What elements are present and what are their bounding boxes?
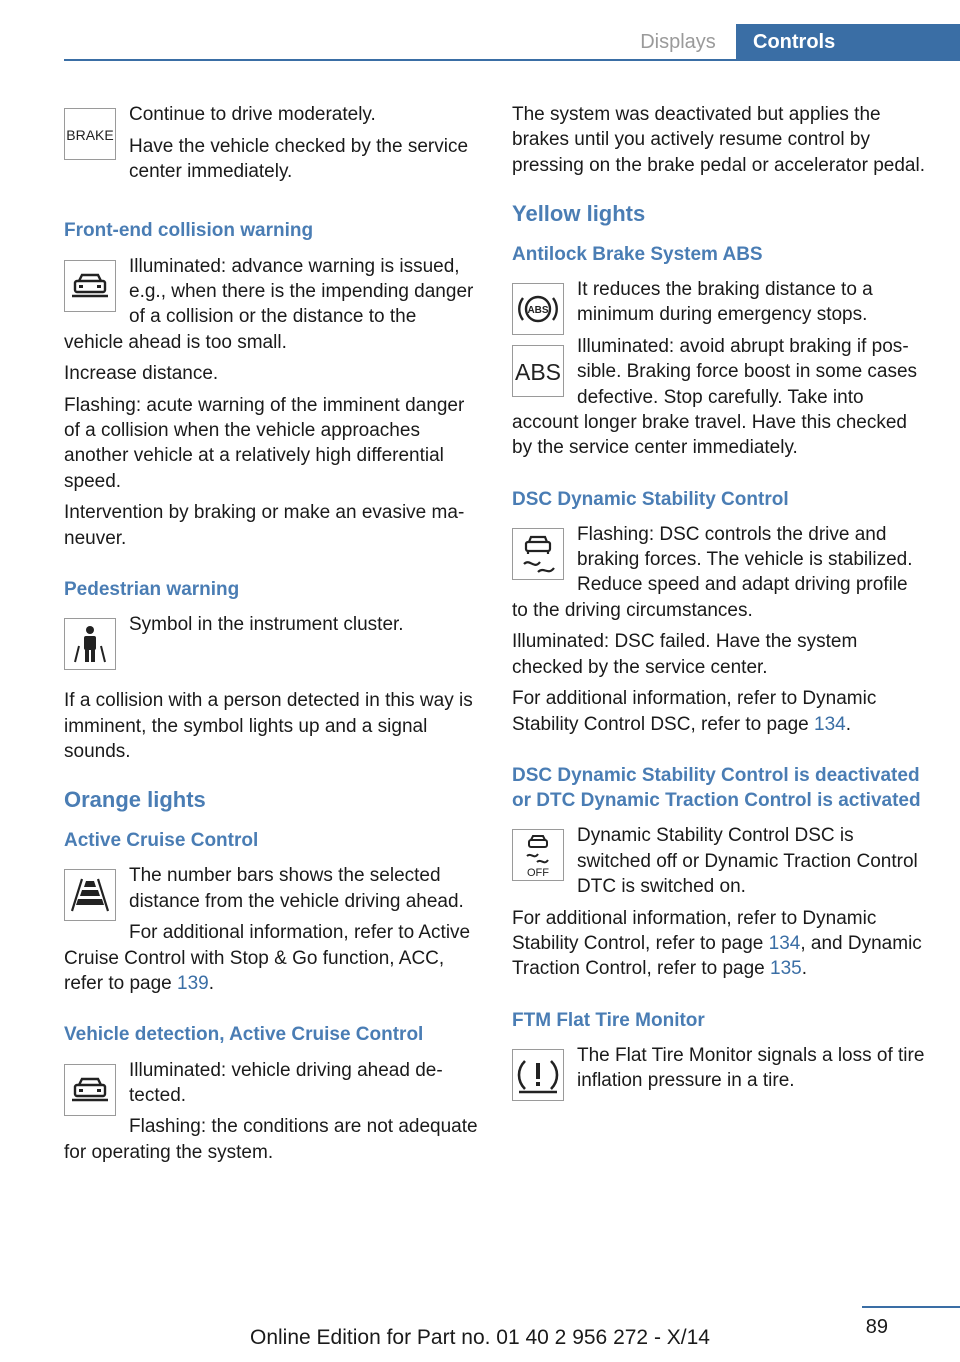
dsc-text-2: Illuminated: DSC failed. Have the system checked by the service center. [512,631,858,678]
vehicle-detection-section [64,1058,480,1165]
front-collision-text-1: Illuminated: advance warning is issued, e.g., when there is the impending danger of a collision or the distance to the vehicle ahead is too small. [64,255,474,353]
abs-circle-icon [512,283,564,335]
dsc-heading: DSC Dynamic Stability Control [512,488,789,510]
acc-text-2: For additional information, refer to Active Cruise Control with Stop & Go function, ACC, refer to page 139. [64,922,471,994]
dsc-off-icon [512,829,564,881]
brake-text-1: Continue to drive moderately. [129,104,376,125]
edition-footer: Online Edition for Part no. 01 40 2 956 272 - X/14 [250,1326,710,1349]
svg-text:ABS: ABS [514,359,562,386]
dsc-section [512,522,928,737]
dsc-off-text-1: Dynamic Stability Control DSC is switched off or Dynamic Traction Control DTC is switched on. [577,825,918,898]
pedestrian-text-2: If a collision with a person detected in this way is imminent, the symbol lights up and a signal sounds. [64,690,473,762]
abs-heading: Antilock Brake System ABS [512,243,763,265]
acc-text-1: The number bars shows the selected distance from the vehicle driving ahead. [129,865,464,912]
pedestrian-icon [64,618,116,670]
acc-heading: Active Cruise Control [64,830,259,852]
page-link-135[interactable]: 135 [770,958,802,980]
front-collision-heading: Front-end collision warning [64,220,314,242]
right-intro-text: The system was deactivated but applies the brakes until you actively resume control by pressing on the brake pedal or accelerator pedal. [512,104,925,176]
ftm-section [512,1043,928,1094]
front-collision-text-2: Increase distance. [64,363,219,385]
right-column [512,102,928,1105]
car-front-icon [64,1064,116,1116]
abs-icons [512,283,564,397]
ftm-heading: FTM Flat Tire Monitor [512,1009,705,1031]
abs-text-1: It reduces the braking distance to a minimum during emergency stops. [577,279,873,326]
pedestrian-section [64,612,480,764]
page-number: 89 [865,1316,888,1338]
pedestrian-heading: Pedestrian warning [64,578,240,600]
left-column [64,102,480,1171]
dsc-text-1: Flashing: DSC controls the drive and braking forces. The vehicle is stabilized. Reduce speed and adapt driving profile to the driving circumstances. [512,523,913,621]
brake-icon [64,108,116,160]
vehicle-detection-heading: Vehicle detection, Active Cruise Control [64,1024,424,1046]
footer-rule [862,1306,960,1308]
brake-section [64,102,480,190]
abs-text-icon [512,345,564,397]
front-collision-section [64,254,480,551]
page-link-139[interactable]: 139 [177,972,209,994]
vehicle-detection-text-1: Illuminated: vehicle driving ahead detected. [129,1059,443,1106]
dsc-off-section [512,823,928,981]
ftm-text-1: The Flat Tire Monitor signals a loss of tire inflation pressure in a tire. [577,1044,925,1092]
vehicle-detection-text-2: Flashing: the conditions are not adequate for operating the system. [64,1116,478,1163]
pedestrian-text-1: Symbol in the instrument cluster. [129,614,404,636]
car-front-icon [64,260,116,312]
abs-text-2: Illuminated: avoid abrupt braking if possible. Braking force boost in some cases defective. Stop carefully. Take into account longer brake travel. Have this checked by the service center immediately. [512,336,918,459]
yellow-lights-heading: Yellow lights [512,200,646,226]
page-link-134[interactable]: 134 [768,932,801,954]
tab-controls[interactable]: Controls [736,24,960,61]
distance-bars-icon [64,869,116,921]
dsc-skid-icon [512,528,564,580]
dsc-off-heading: DSC Dynamic Stability Control is deactivated or DTC Dynamic Traction Control is activated [512,764,921,812]
flat-tire-icon [512,1049,564,1101]
tab-displays[interactable]: Displays [640,31,716,53]
svg-text:OFF: OFF [527,867,549,879]
header-rule [64,59,960,61]
svg-text:ABS: ABS [527,305,549,317]
dsc-off-text-2: For additional information, refer to Dynamic Stability Control, refer to page 134, and Dynamic Traction Control, refer to page 135. [512,907,922,980]
orange-lights-heading: Orange lights [64,787,206,813]
dsc-text-3: For additional information, refer to Dynamic Stability Control DSC, refer to page 134. [512,688,877,735]
page-link-134[interactable]: 134 [814,713,846,735]
front-collision-text-3: Flashing: acute warning of the imminent danger of a collision when the vehicle approaches another vehicle at a relatively high differential speed. [64,394,465,492]
svg-text:BRAKE: BRAKE [66,127,114,143]
acc-section [64,863,480,996]
brake-text-2: Have the vehicle checked by the service center immediately. [129,135,469,182]
abs-section [512,277,928,460]
page-header [0,0,960,62]
front-collision-text-4: Intervention by braking or make an evasive maneuver. [64,502,465,549]
